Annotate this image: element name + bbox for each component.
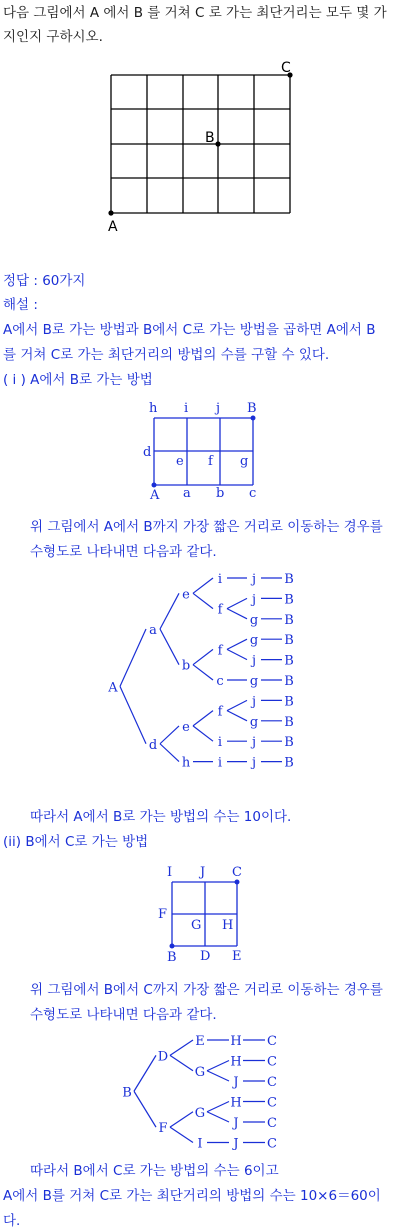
tree2-node-E: E <box>195 1034 205 1049</box>
point-a-label: A <box>108 219 118 235</box>
tree1-node-g: g <box>249 633 259 649</box>
tree1-node-i: i <box>217 572 223 587</box>
tree2-node-H: H <box>230 1054 242 1070</box>
tree1-node-h: h <box>181 755 191 771</box>
final-line-1: A에서 B를 거쳐 C로 가는 최단거리의 방법의 수는 10×6＝60이 <box>3 1188 381 1204</box>
part1-desc-1: 위 그림에서 A에서 B까지 가장 짧은 거리로 이동하는 경우를 <box>30 519 383 535</box>
tree1-node-d: d <box>148 737 158 753</box>
label-d: d <box>143 445 152 460</box>
tree1-node-j: j <box>251 755 257 771</box>
tree2-branch-F-I <box>170 1127 193 1142</box>
label-A: A <box>150 488 160 503</box>
tree2-node-J: J <box>233 1075 239 1090</box>
tree1-branch-f-g <box>227 711 247 721</box>
label-b: b <box>216 486 225 501</box>
tree1-branch-e-i <box>193 578 213 593</box>
tree2-node-B: B <box>122 1085 132 1101</box>
tree1-branch-f-j <box>227 700 247 710</box>
tree2-node-C: C <box>267 1075 277 1090</box>
tree1-node-f: f <box>217 602 223 618</box>
label-D: D <box>200 949 211 964</box>
tree1-node-i: i <box>217 755 223 771</box>
tree1-node-f: f <box>217 704 223 720</box>
tree2-node-C: C <box>267 1136 277 1152</box>
point-b-dot <box>215 141 220 146</box>
label-B2: B <box>167 950 177 965</box>
point-c-label: C <box>281 60 291 76</box>
tree2-branch-G-H <box>207 1061 229 1071</box>
tree1-node-B: B <box>284 694 294 710</box>
label-a: a <box>183 486 191 501</box>
tree1-node-a: a <box>149 623 157 638</box>
part1-conclusion: 따라서 A에서 B로 가는 방법의 수는 10이다. <box>30 809 292 825</box>
tree2-node-G: G <box>194 1105 206 1121</box>
tree1-node-A: A <box>108 680 118 696</box>
tree1-branch-f-g <box>227 609 247 619</box>
label-i: i <box>184 401 189 416</box>
tree1-branch-b-c <box>193 665 213 680</box>
part1-b-dot <box>251 416 256 421</box>
tree1-node-B: B <box>284 735 294 751</box>
question-line-2: 지인지 구하시오. <box>3 29 103 45</box>
label-f: f <box>208 454 213 469</box>
tree1-branch-d-e <box>160 726 179 744</box>
tree1-branch-f-j <box>227 649 247 659</box>
part2-desc-2: 수형도로 나타내면 다음과 같다. <box>30 1007 217 1023</box>
label-e: e <box>176 454 184 469</box>
tree1-branch-b-f <box>193 649 213 664</box>
tree2-node-F: F <box>158 1121 168 1137</box>
part1-grid-figure <box>140 395 270 505</box>
tree1-branch-f-g <box>227 639 247 649</box>
tree1-branch-a-e <box>160 593 179 629</box>
tree1-node-j: j <box>251 653 257 669</box>
tree1-node-g: g <box>249 714 259 730</box>
tree2-node-C: C <box>267 1034 277 1049</box>
label-C: C <box>232 865 242 880</box>
tree1-branch-A-a <box>120 629 146 686</box>
tree1-node-c: c <box>216 674 224 689</box>
part2-grid-figure <box>150 860 250 965</box>
tree1-node-B: B <box>284 572 294 587</box>
label-G: G <box>191 918 202 933</box>
question-line-1: 다음 그림에서 A 에서 B 를 거쳐 C 로 가는 최단거리는 모두 몇 가 <box>3 5 387 21</box>
tree1-node-j: j <box>251 694 257 710</box>
tree1-branch-e-f <box>193 711 213 726</box>
tree2-branch-B-F <box>134 1091 156 1127</box>
tree1-node-B: B <box>284 755 294 771</box>
label-I: I <box>167 865 173 880</box>
tree2-branch-G-H <box>207 1102 229 1112</box>
tree2-node-C: C <box>267 1116 277 1131</box>
tree1-node-B: B <box>284 674 294 689</box>
tree1-node-j: j <box>251 572 257 587</box>
label-J: J <box>200 865 206 880</box>
tree1-branch-a-b <box>160 629 179 665</box>
solution-intro-1: A에서 B로 가는 방법과 B에서 C로 가는 방법을 곱하면 A에서 B <box>3 322 376 338</box>
tree2-branch-G-J <box>207 1071 229 1081</box>
part2-c-dot <box>235 880 240 885</box>
part1-desc-2: 수형도로 나타내면 다음과 같다. <box>30 544 217 560</box>
answer-label: 정답 : 60가지 <box>3 273 86 289</box>
tree2-node-C: C <box>267 1095 277 1111</box>
label-j: j <box>216 401 221 416</box>
final-line-2: 다. <box>3 1213 21 1229</box>
label-H: H <box>222 918 234 933</box>
solution-label: 해설 : <box>3 297 38 313</box>
tree2-branch-G-J <box>207 1112 229 1122</box>
tree1-node-f: f <box>217 643 223 659</box>
label-F: F <box>158 907 168 922</box>
tree1-node-j: j <box>251 735 257 751</box>
tree1-branch-d-h <box>160 744 179 762</box>
tree1-node-j: j <box>251 592 257 608</box>
label-c: c <box>249 486 257 501</box>
tree1-node-B: B <box>284 714 294 730</box>
tree1-node-i: i <box>217 735 223 751</box>
label-B: B <box>247 401 257 416</box>
tree1-branch-f-j <box>227 598 247 608</box>
tree2-node-C: C <box>267 1054 277 1070</box>
tree1-node-B: B <box>284 633 294 649</box>
part2-conclusion: 따라서 B에서 C로 가는 방법의 수는 6이고 <box>30 1163 279 1179</box>
tree2-node-D: D <box>157 1049 169 1065</box>
tree2-node-J: J <box>233 1116 239 1131</box>
tree2-branch-F-G <box>170 1112 193 1127</box>
question-grid-figure <box>100 58 300 238</box>
tree2-node-H: H <box>230 1095 242 1111</box>
tree1-node-g: g <box>249 674 259 689</box>
tree1-node-e: e <box>182 587 190 603</box>
tree1-node-B: B <box>284 653 294 669</box>
tree-diagram-1 <box>100 565 300 795</box>
part2-heading: (ii) B에서 C로 가는 방법 <box>3 834 149 850</box>
tree1-node-g: g <box>249 612 259 628</box>
tree1-node-B: B <box>284 612 294 628</box>
tree1-branch-e-f <box>193 593 213 608</box>
label-g: g <box>240 454 249 469</box>
part2-desc-1: 위 그림에서 B에서 C까지 가장 짧은 거리로 이동하는 경우를 <box>30 982 383 998</box>
point-b-label: B <box>205 130 215 146</box>
tree-diagram-2 <box>110 1028 290 1156</box>
tree2-node-H: H <box>230 1034 242 1049</box>
tree2-branch-D-G <box>170 1055 193 1070</box>
tree2-branch-B-D <box>134 1055 156 1091</box>
tree1-branch-A-d <box>120 686 146 743</box>
tree2-node-J: J <box>233 1136 239 1152</box>
point-a-dot <box>108 210 113 215</box>
tree2-node-G: G <box>194 1064 206 1080</box>
solution-intro-2: 를 거쳐 C로 가는 최단거리의 방법의 수를 구할 수 있다. <box>3 347 330 363</box>
tree2-branch-D-E <box>170 1040 193 1055</box>
tree2-node-I: I <box>197 1136 203 1152</box>
label-h: h <box>149 401 158 416</box>
label-E: E <box>232 949 242 964</box>
part1-heading: ( i ) A에서 B로 가는 방법 <box>3 372 153 388</box>
part1-a-dot <box>152 483 157 488</box>
tree1-node-B: B <box>284 592 294 608</box>
tree1-node-e: e <box>182 719 190 735</box>
part2-b-dot <box>170 944 175 949</box>
tree1-branch-e-i <box>193 726 213 741</box>
tree1-node-b: b <box>181 658 191 674</box>
